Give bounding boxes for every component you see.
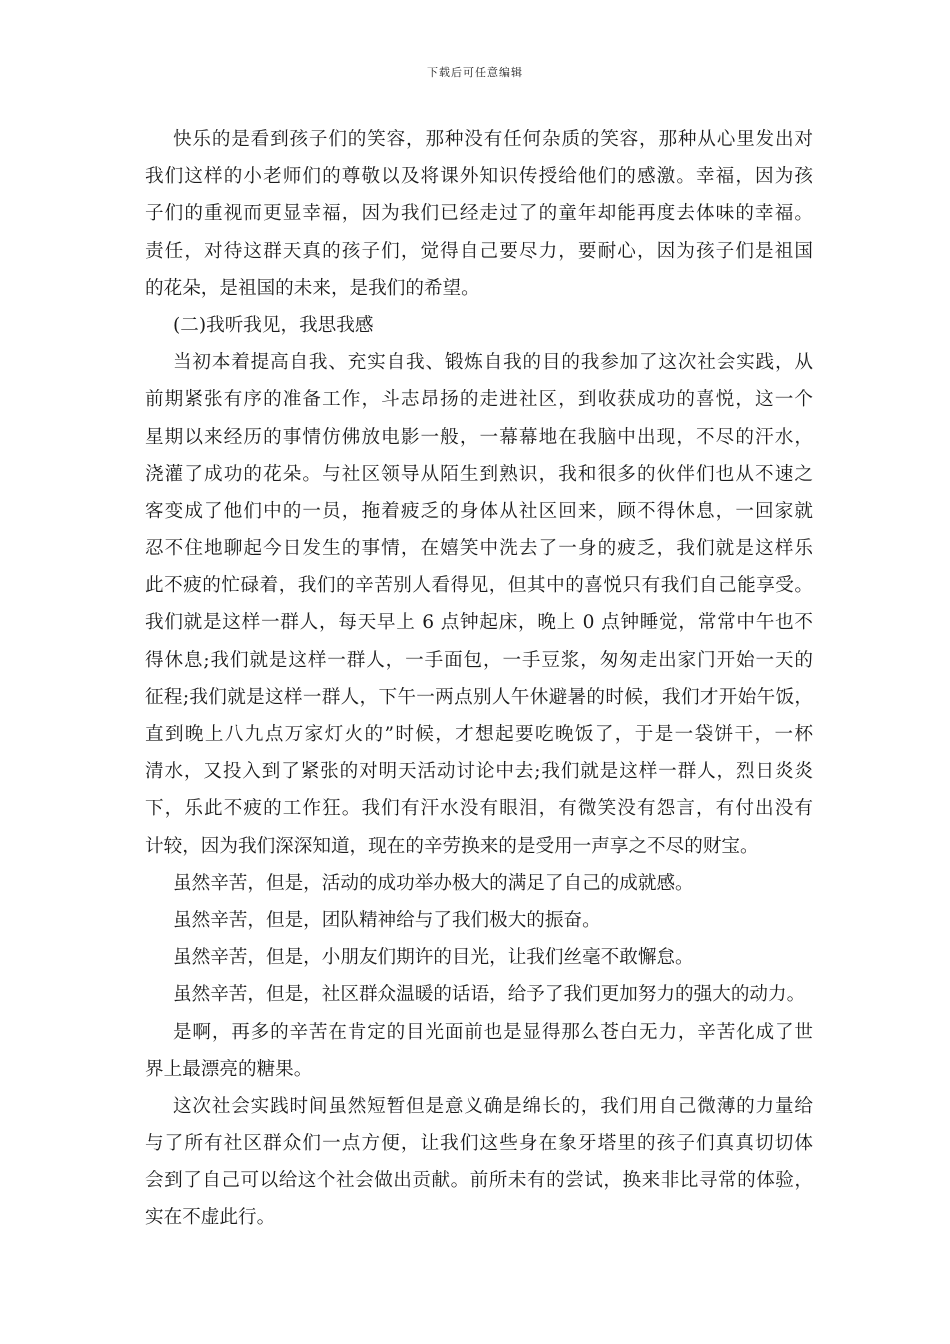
text-line: 忍不住地聊起今日发生的事情，在嬉笑中洗去了一身的疲乏，我们就是这样乐 (145, 538, 813, 560)
text-line: 虽然辛苦，但是，团队精神给与了我们极大的振奋。 (173, 909, 601, 931)
text-line: 得休息;我们就是这样一群人，一手面包，一手豆浆，匆匆走出家门开始一天的 (145, 649, 813, 671)
text-line: 下，乐此不疲的工作狂。我们有汗水没有眼泪，有微笑没有怨言，有付出没有 (145, 798, 813, 820)
text-line: 征程;我们就是这样一群人，下午一两点别人午休避暑的时候，我们才开始午饭， (145, 686, 813, 708)
text-line: 星期以来经历的事情仿佛放电影一般，一幕幕地在我脑中出现，不尽的汗水， (145, 426, 813, 448)
text-line: 直到晚上八九点万家灯火的”时候，才想起要吃晚饭了，于是一袋饼干，一杯 (145, 724, 813, 745)
text-line: 的花朵，是祖国的未来，是我们的希望。 (145, 277, 480, 299)
text-line: 清水，又投入到了紧张的对明天活动讨论中去;我们就是这样一群人，烈日炎炎 (145, 761, 813, 783)
text-line: 我们就是这样一群人，每天早上 6 点钟起床，晚上 0 点钟睡觉，常常中午也不 (145, 612, 813, 634)
document-body (145, 121, 813, 1237)
text-line: 虽然辛苦，但是，小朋友们期许的目光，让我们丝毫不敢懈怠。 (173, 947, 694, 969)
text-line: 客变成了他们中的一员，拖着疲乏的身体从社区回来，顾不得休息，一回家就 (145, 500, 813, 522)
text-line: 这次社会实践时间虽然短暂但是意义确是绵长的，我们用自己微薄的力量给 (173, 1095, 813, 1117)
text-line: 是啊，再多的辛苦在肯定的目光面前也是显得那么苍白无力，辛苦化成了世 (173, 1021, 813, 1043)
text-line: 责任，对待这群天真的孩子们，觉得自己要尽力，要耐心，因为孩子们是祖国 (145, 240, 813, 262)
text-line: 我们这样的小老师们的尊敬以及将课外知识传授给他们的感激。幸福，因为孩 (145, 166, 813, 188)
text-line: 与了所有社区群众们一点方便，让我们这些身在象牙塔里的孩子们真真切切体 (145, 1133, 813, 1155)
text-line: 虽然辛苦，但是，活动的成功举办极大的满足了自己的成就感。 (173, 872, 694, 894)
text-line: 前期紧张有序的准备工作，斗志昂扬的走进社区，到收获成功的喜悦，这一个 (145, 389, 813, 411)
text-line: 会到了自己可以给这个社会做出贡献。前所未有的尝试，换来非比寻常的体验， (145, 1170, 813, 1192)
text-line: 浇灌了成功的花朵。与社区领导从陌生到熟识，我和很多的伙伴们也从不速之 (145, 463, 813, 485)
text-line: 虽然辛苦，但是，社区群众温暖的话语，给予了我们更加努力的强大的动力。 (173, 984, 806, 1006)
text-line: (二)我听我见，我思我感 (173, 314, 374, 336)
text-line: 此不疲的忙碌着，我们的辛苦别人看得见，但其中的喜悦只有我们自己能享受。 (145, 575, 813, 597)
text-line: 当初本着提高自我、充实自我、锻炼自我的目的我参加了这次社会实践，从 (173, 352, 813, 374)
text-line: 快乐的是看到孩子们的笑容，那种没有任何杂质的笑容，那种从心里发出对 (173, 129, 813, 150)
text-line: 计较，因为我们深深知道，现在的辛劳换来的是受用一声享之不尽的财宝。 (145, 835, 759, 857)
text-line: 子们的重视而更显幸福，因为我们已经走过了的童年却能再度去体味的幸福。 (145, 203, 813, 225)
text-line: 界上最漂亮的糖果。 (145, 1058, 313, 1080)
text-line: 实在不虚此行。 (145, 1207, 276, 1229)
page-header: 下载后可任意编辑 (427, 66, 523, 79)
